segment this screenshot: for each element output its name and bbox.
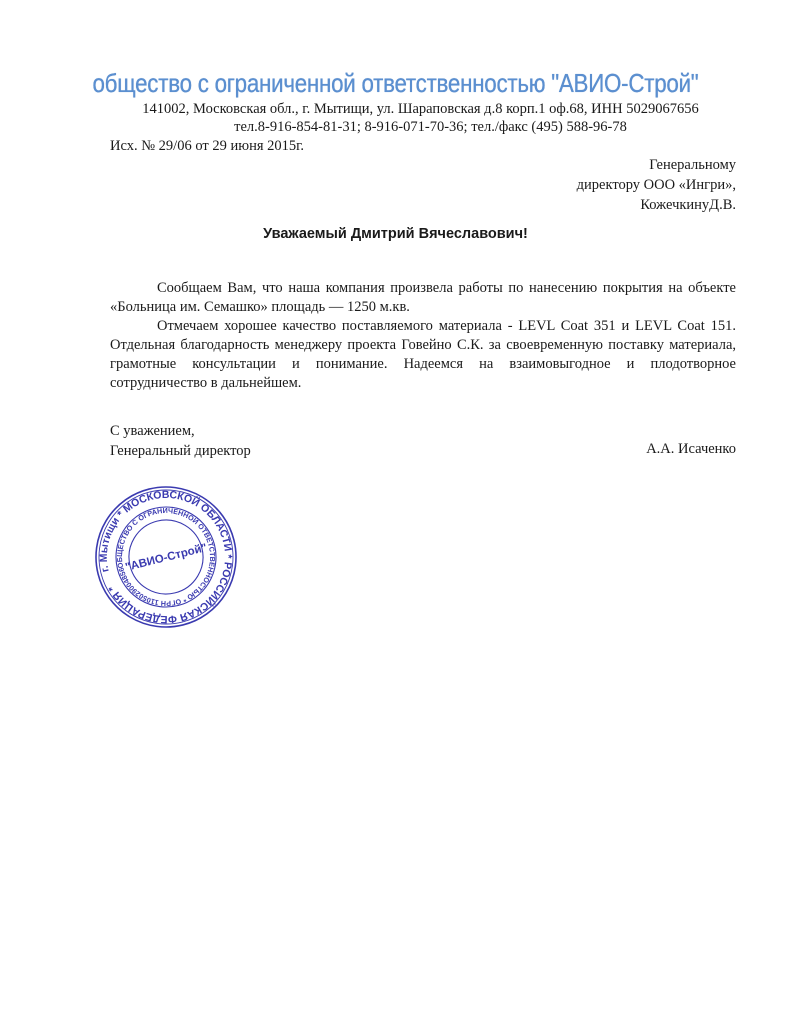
seal-center-text: "АВИО-Строй" — [124, 542, 209, 574]
addressee-line: Генеральному — [649, 157, 736, 173]
signer-position: Генеральный директор — [110, 443, 251, 459]
closing-regards: С уважением, — [110, 423, 195, 439]
company-phones: тел.8-916-854-81-31; 8-916-071-70-36; тел./факс (495) 588-96-78 — [234, 119, 627, 135]
addressee-line: директору ООО «Ингри», — [576, 177, 736, 193]
company-title: общество с ограниченной ответственностью "АВИО-Строй" — [92, 68, 699, 98]
seal-outer-ring-text: г. Мытищи * МОСКОВСКОЙ ОБЛАСТИ * РОССИЙСКАЯ ФЕДЕРАЦИЯ * — [97, 488, 235, 626]
company-address: 141002, Московская обл., г. Мытищи, ул. Шараповская д.8 корп.1 оф.68, ИНН 5029067656 — [142, 101, 699, 117]
salutation: Уважаемый Дмитрий Вячеславович! — [263, 226, 528, 242]
outgoing-reference: Исх. № 29/06 от 29 июня 2015г. — [110, 138, 305, 154]
company-seal-stamp — [76, 467, 255, 646]
body-paragraph: Отмечаем хорошее качество поставляемого материала - LEVL Coat 351 и LEVL Coat 151. Отдельная благодарность менеджеру проекта Говейно С.К. за своевременную поставку материала, грамотные консультации и понимание. Надеемся на взаимовыгодное и плодотворное сотрудничество в дальнейшем. — [110, 318, 736, 391]
letter-body — [110, 279, 736, 393]
body-paragraph: Сообщаем Вам, что наша компания произвела работы по нанесению покрытия на объекте «Больница им. Семашко» площадь — 1250 м.кв. — [110, 280, 736, 315]
closing-block — [110, 421, 251, 461]
signer-name: А.А. Исаченко — [646, 441, 736, 457]
addressee-block — [577, 155, 736, 215]
addressee-line: КожечкинуД.В. — [640, 197, 736, 213]
seal-graphic — [76, 467, 255, 646]
seal-inner-ring-text: ОБЩЕСТВО С ОГРАНИЧЕННОЙ ОТВЕТСТВЕННОСТЬЮ * ОГРН 1105029004856 — [114, 505, 218, 609]
